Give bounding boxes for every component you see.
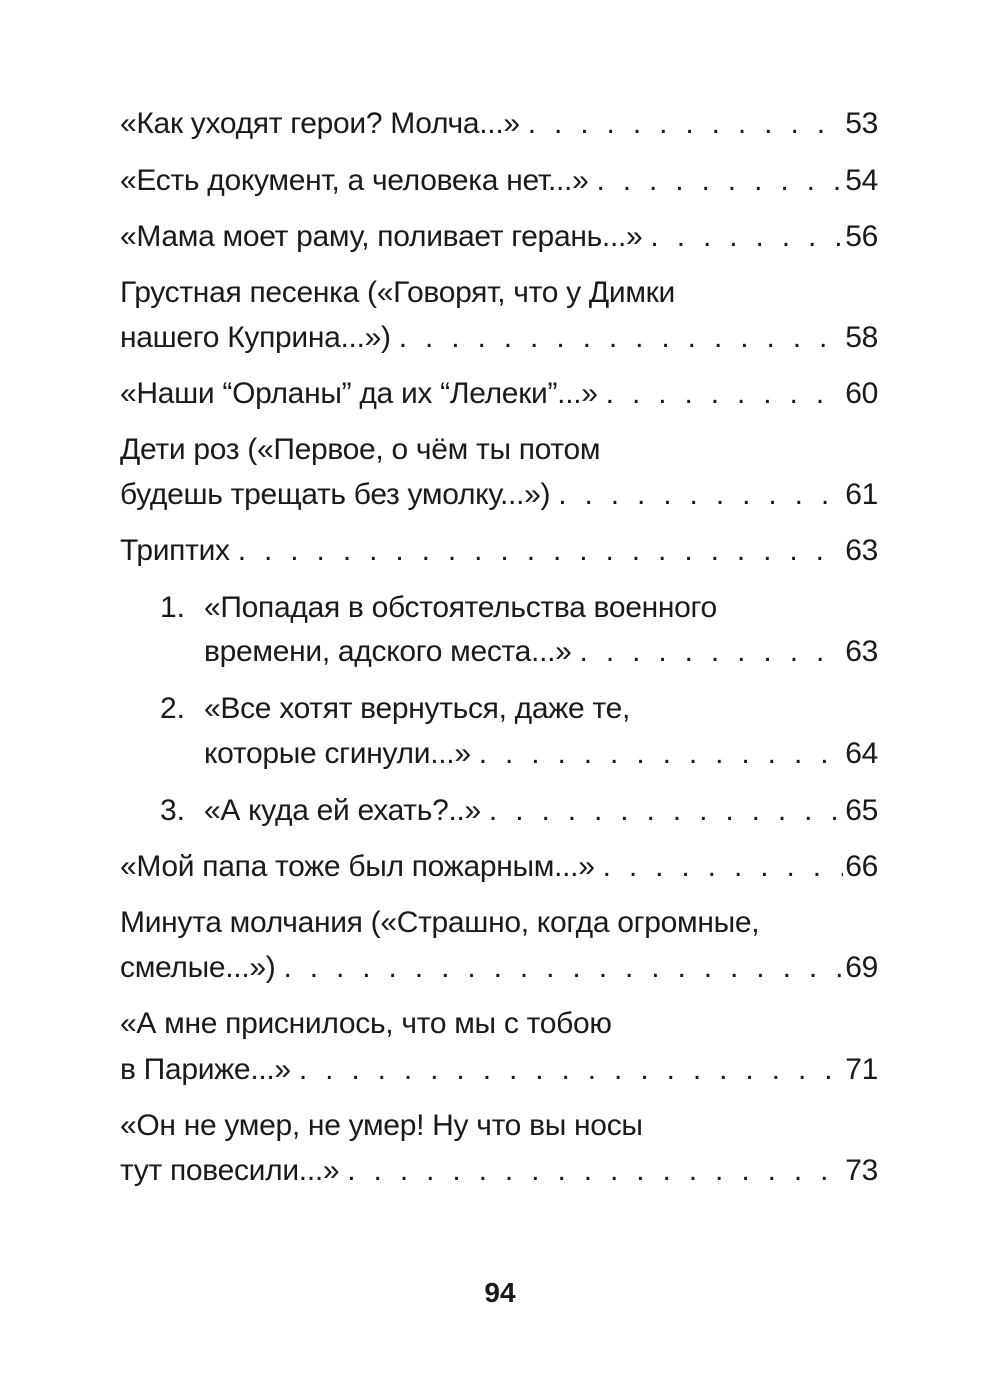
toc-entry-title: нашего Куприна...») <box>120 321 391 354</box>
toc-subentry <box>204 793 878 829</box>
toc-subentry <box>204 736 878 772</box>
toc-entry-page: 66 <box>845 850 878 883</box>
page-number: 94 <box>484 1277 516 1308</box>
toc-entry <box>120 219 878 255</box>
dot-leader <box>283 950 843 986</box>
toc-entry-title: будешь трещать без умолку...») <box>120 478 551 511</box>
toc-entry <box>120 376 878 412</box>
toc-entry-first-line: Минута молчания («Страшно, когда огромные, <box>120 906 760 939</box>
toc-entry-title: тут повесили...» <box>120 1154 340 1187</box>
toc-entry-title: Триптих <box>120 534 230 567</box>
toc-entry-page: 65 <box>845 794 878 827</box>
toc-entry <box>120 533 878 569</box>
toc-subentry <box>204 634 878 670</box>
toc-entry-title: времени, адского места...» <box>204 635 572 668</box>
toc-entry-first-line: Дети роз («Первое, о чём ты потом <box>120 433 601 466</box>
toc-entry-title: «Мой папа тоже был пожарным...» <box>120 850 595 883</box>
toc-entry-first-line: «А мне приснилось, что мы с тобою <box>120 1007 612 1040</box>
toc-entry-title: в Париже...» <box>120 1053 291 1086</box>
dot-leader <box>299 1052 843 1088</box>
toc-subentry-number: 1. <box>160 591 186 624</box>
toc-entry <box>120 477 878 513</box>
toc-entry-first-line: «Все хотят вернуться, даже те, <box>204 692 630 725</box>
toc-entry-page: 61 <box>845 478 878 511</box>
dot-leader <box>347 1153 843 1189</box>
toc-entry-page: 63 <box>845 534 878 567</box>
toc-entry <box>120 950 878 986</box>
toc-entry <box>120 849 878 885</box>
toc-entry <box>120 1153 878 1189</box>
toc-entry-title: «Наши “Орланы” да их “Лелеки”...» <box>120 377 598 410</box>
toc-entry-page: 69 <box>845 951 878 984</box>
toc-entry-page: 60 <box>845 377 878 410</box>
toc-entry-title: «Как уходят герои? Молча...» <box>120 107 520 140</box>
toc-entry-first-line: «Он не умер, не умер! Ну что вы носы <box>120 1109 643 1142</box>
dot-leader <box>650 219 843 255</box>
toc-subentry-number: 3. <box>160 794 186 827</box>
toc-entry-title: «А куда ей ехать?..» <box>204 794 481 827</box>
toc-entry-page: 54 <box>845 164 878 197</box>
dot-leader <box>603 849 844 885</box>
dot-leader <box>528 106 843 142</box>
dot-leader <box>238 533 843 569</box>
toc-entry-title: смелые...») <box>120 951 276 984</box>
dot-leader <box>596 163 843 199</box>
toc-subentry-number: 2. <box>160 692 186 725</box>
toc-entry <box>120 163 878 199</box>
toc-entry <box>120 106 878 142</box>
toc-entry-page: 56 <box>845 220 878 253</box>
toc-entry-title: «Есть документ, а человека нет...» <box>120 164 589 197</box>
toc-entry-title: «Мама моет раму, поливает герань...» <box>120 220 643 253</box>
toc-entry-first-line: Грустная песенка («Говорят, что у Димки <box>120 276 675 309</box>
dot-leader <box>580 634 844 670</box>
dot-leader <box>606 376 844 412</box>
toc-entry <box>120 1052 878 1088</box>
toc-entry <box>120 320 878 356</box>
toc-entry-page: 58 <box>845 321 878 354</box>
toc-entry-page: 64 <box>845 737 878 770</box>
toc-entry-title: которые сгинули...» <box>204 737 471 770</box>
toc-entry-page: 73 <box>845 1154 878 1187</box>
dot-leader <box>399 320 844 356</box>
toc-entry-first-line: «Попадая в обстоятельства военного <box>204 591 717 624</box>
dot-leader <box>479 736 844 772</box>
toc-entry-page: 71 <box>845 1053 878 1086</box>
toc-entry-page: 63 <box>845 635 878 668</box>
toc-entry-page: 53 <box>845 107 878 140</box>
dot-leader <box>489 793 843 829</box>
dot-leader <box>558 477 843 513</box>
